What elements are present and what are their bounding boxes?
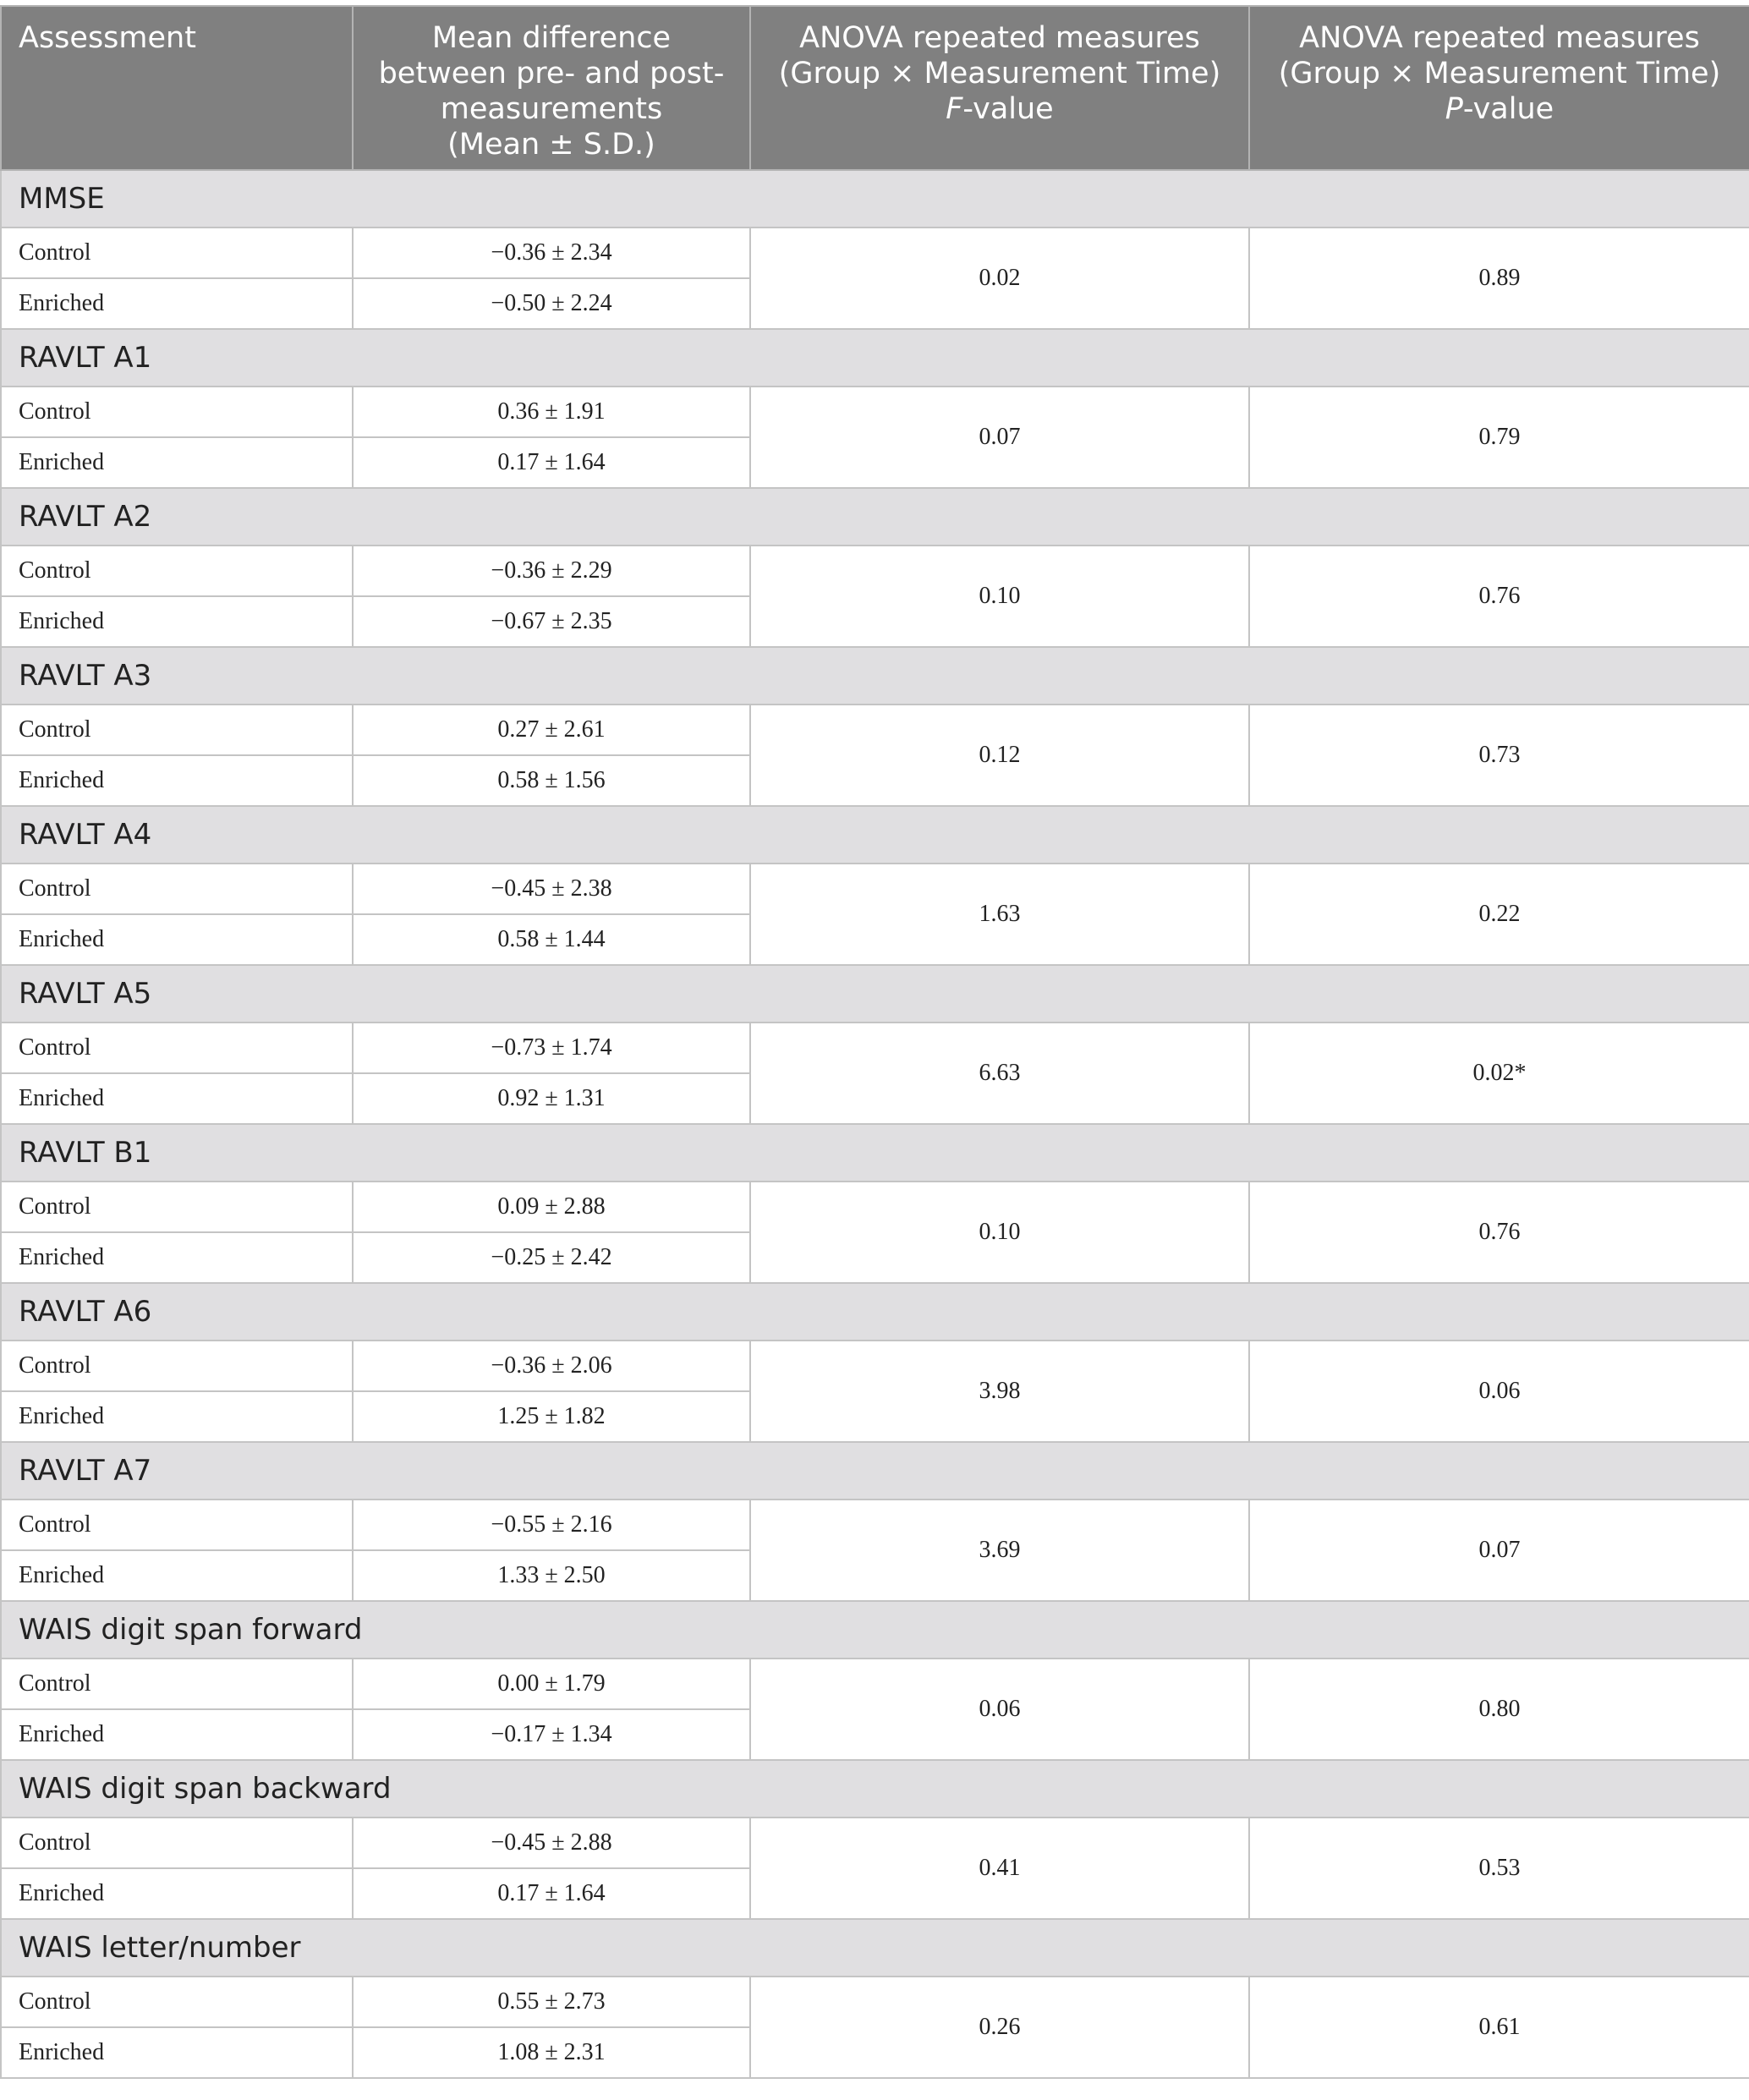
mean-diff-cell: −0.36 ± 2.06 (353, 1341, 750, 1391)
p-value-cell: 0.22 (1249, 864, 1749, 965)
group-cell: Enriched (1, 278, 353, 329)
mean-diff-cell: 0.58 ± 1.56 (353, 755, 750, 806)
header-f-line (768, 91, 1231, 127)
section-label: RAVLT A1 (1, 329, 1749, 387)
group-cell: Control (1, 1023, 353, 1073)
f-value-cell: 0.41 (750, 1818, 1249, 1919)
header-assessment: Assessment (1, 6, 353, 170)
table-row (1, 1977, 1749, 2027)
table-row (1, 228, 1749, 278)
header-p-line: (Group × Measurement Time) (1278, 57, 1721, 90)
section-row (1, 1442, 1749, 1500)
mean-diff-cell: 0.36 ± 1.91 (353, 387, 750, 437)
mean-diff-cell: −0.25 ± 2.42 (353, 1232, 750, 1283)
mean-diff-cell: 0.92 ± 1.31 (353, 1073, 750, 1124)
group-cell: Control (1, 1977, 353, 2027)
header-mean-difference (353, 6, 750, 170)
group-cell: Control (1, 1818, 353, 1868)
group-cell: Enriched (1, 1232, 353, 1283)
section-label: MMSE (1, 170, 1749, 228)
group-cell: Control (1, 1500, 353, 1550)
p-value-cell: 0.76 (1249, 546, 1749, 647)
group-cell: Enriched (1, 596, 353, 647)
section-label: RAVLT A2 (1, 488, 1749, 546)
group-cell: Control (1, 228, 353, 278)
table-row (1, 546, 1749, 596)
mean-diff-cell: 0.09 ± 2.88 (353, 1182, 750, 1232)
p-value-cell: 0.02* (1249, 1023, 1749, 1124)
header-p-stat: P (1445, 92, 1463, 126)
table-row (1, 1023, 1749, 1073)
group-cell: Control (1, 546, 353, 596)
f-value-cell: 6.63 (750, 1023, 1249, 1124)
mean-diff-cell: 0.00 ± 1.79 (353, 1659, 750, 1709)
header-f-stat: F (946, 92, 963, 126)
mean-diff-cell: −0.73 ± 1.74 (353, 1023, 750, 1073)
mean-diff-cell: −0.36 ± 2.29 (353, 546, 750, 596)
mean-diff-cell: −0.50 ± 2.24 (353, 278, 750, 329)
section-row (1, 965, 1749, 1023)
group-cell: Control (1, 1182, 353, 1232)
group-cell: Control (1, 1659, 353, 1709)
mean-diff-cell: −0.55 ± 2.16 (353, 1500, 750, 1550)
p-value-cell: 0.76 (1249, 1182, 1749, 1283)
f-value-cell: 3.69 (750, 1500, 1249, 1601)
group-cell: Enriched (1, 1550, 353, 1601)
header-p-suffix: -value (1462, 92, 1554, 126)
p-value-cell: 0.61 (1249, 1977, 1749, 2078)
header-mean-line: Mean difference (431, 21, 672, 55)
group-cell: Enriched (1, 1709, 353, 1760)
group-cell: Enriched (1, 914, 353, 965)
header-row (1, 6, 1749, 170)
section-row (1, 1760, 1749, 1818)
section-label: RAVLT A6 (1, 1283, 1749, 1341)
p-value-cell: 0.79 (1249, 387, 1749, 488)
mean-diff-cell: 0.17 ± 1.64 (353, 1868, 750, 1919)
group-cell: Control (1, 864, 353, 914)
section-label: RAVLT A5 (1, 965, 1749, 1023)
group-cell: Control (1, 1341, 353, 1391)
group-cell: Enriched (1, 437, 353, 488)
f-value-cell: 0.02 (750, 228, 1249, 329)
section-label: RAVLT A3 (1, 647, 1749, 705)
section-label: RAVLT A7 (1, 1442, 1749, 1500)
mean-diff-cell: −0.45 ± 2.38 (353, 864, 750, 914)
f-value-cell: 0.06 (750, 1659, 1249, 1760)
group-cell: Enriched (1, 1073, 353, 1124)
mean-diff-cell: −0.67 ± 2.35 (353, 596, 750, 647)
table-row (1, 387, 1749, 437)
header-f-suffix: -value (962, 92, 1054, 126)
section-row (1, 1919, 1749, 1977)
mean-diff-cell: −0.17 ± 1.34 (353, 1709, 750, 1760)
section-row (1, 488, 1749, 546)
header-f-line: (Group × Measurement Time) (778, 57, 1221, 90)
f-value-cell: 3.98 (750, 1341, 1249, 1442)
table-row (1, 1659, 1749, 1709)
mean-diff-cell: 0.27 ± 2.61 (353, 705, 750, 755)
f-value-cell: 1.63 (750, 864, 1249, 965)
header-mean-line: (Mean ± S.D.) (447, 128, 655, 162)
group-cell: Enriched (1, 1391, 353, 1442)
p-value-cell: 0.53 (1249, 1818, 1749, 1919)
p-value-cell: 0.06 (1249, 1341, 1749, 1442)
section-label: RAVLT B1 (1, 1124, 1749, 1182)
header-f-line: ANOVA repeated measures (799, 21, 1200, 55)
f-value-cell: 0.10 (750, 1182, 1249, 1283)
table-row (1, 1818, 1749, 1868)
group-cell: Control (1, 705, 353, 755)
f-value-cell: 0.26 (750, 1977, 1249, 2078)
section-label: RAVLT A4 (1, 806, 1749, 864)
mean-diff-cell: 1.25 ± 1.82 (353, 1391, 750, 1442)
section-label: WAIS letter/number (1, 1919, 1749, 1977)
mean-diff-cell: −0.36 ± 2.34 (353, 228, 750, 278)
group-cell: Control (1, 387, 353, 437)
header-mean-line: measurements (440, 92, 663, 126)
f-value-cell: 0.10 (750, 546, 1249, 647)
table-body (1, 170, 1749, 2078)
table-row (1, 1182, 1749, 1232)
section-row (1, 647, 1749, 705)
p-value-cell: 0.80 (1249, 1659, 1749, 1760)
p-value-cell: 0.73 (1249, 705, 1749, 806)
group-cell: Enriched (1, 1868, 353, 1919)
mean-diff-cell: −0.45 ± 2.88 (353, 1818, 750, 1868)
section-row (1, 1601, 1749, 1659)
section-row (1, 170, 1749, 228)
section-label: WAIS digit span backward (1, 1760, 1749, 1818)
section-row (1, 1283, 1749, 1341)
f-value-cell: 0.12 (750, 705, 1249, 806)
section-row (1, 806, 1749, 864)
mean-diff-cell: 1.33 ± 2.50 (353, 1550, 750, 1601)
mean-diff-cell: 0.58 ± 1.44 (353, 914, 750, 965)
mean-diff-cell: 1.08 ± 2.31 (353, 2027, 750, 2078)
header-p-line: ANOVA repeated measures (1299, 21, 1700, 55)
header-f-value (750, 6, 1249, 170)
group-cell: Enriched (1, 2027, 353, 2078)
header-p-value (1249, 6, 1749, 170)
mean-diff-cell: 0.55 ± 2.73 (353, 1977, 750, 2027)
p-value-cell: 0.89 (1249, 228, 1749, 329)
p-value-cell: 0.07 (1249, 1500, 1749, 1601)
table-row (1, 705, 1749, 755)
header-p-line (1267, 91, 1732, 127)
section-label: WAIS digit span forward (1, 1601, 1749, 1659)
section-row (1, 329, 1749, 387)
section-row (1, 1124, 1749, 1182)
f-value-cell: 0.07 (750, 387, 1249, 488)
group-cell: Enriched (1, 755, 353, 806)
table-row (1, 1500, 1749, 1550)
mean-diff-cell: 0.17 ± 1.64 (353, 437, 750, 488)
header-mean-line: between pre- and post- (378, 57, 725, 90)
table-row (1, 864, 1749, 914)
table-row (1, 1341, 1749, 1391)
results-table (0, 5, 1749, 2079)
